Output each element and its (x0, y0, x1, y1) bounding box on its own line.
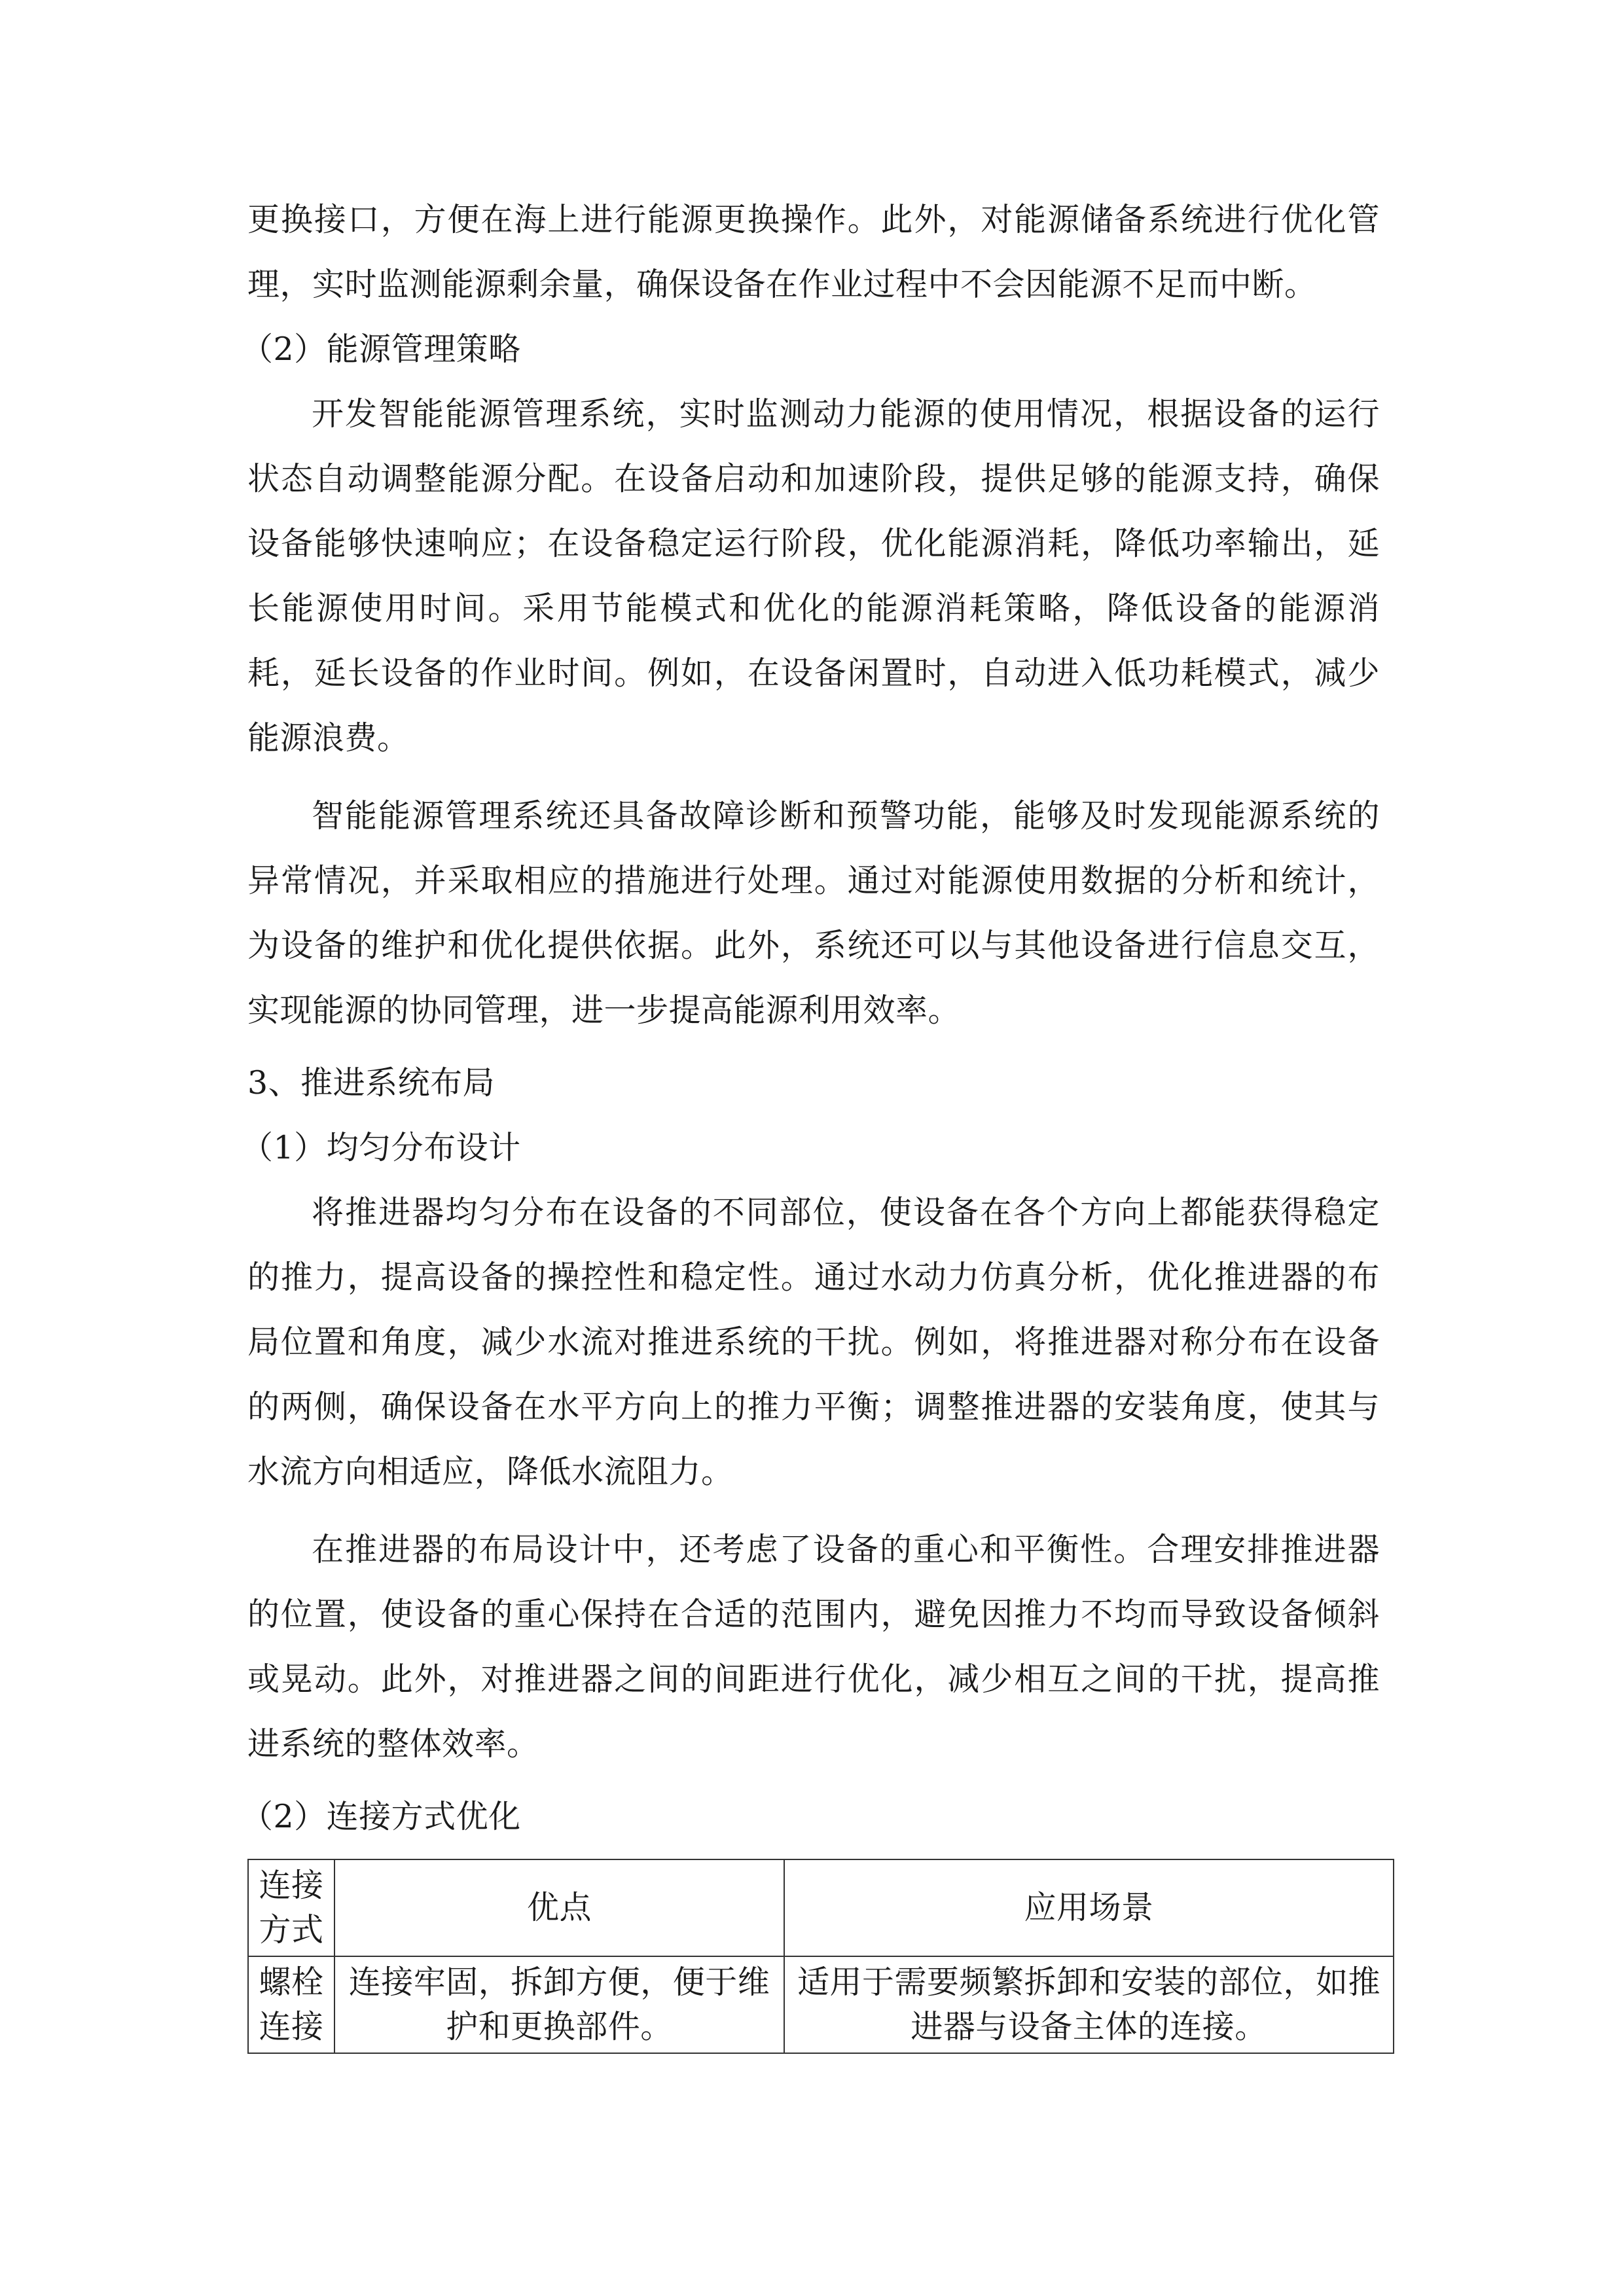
paragraph-fault-diagnosis: 智能能源管理系统还具备故障诊断和预警功能，能够及时发现能源系统的异常情况，并采取相应的措施进行处理。通过对能源使用数据的分析和统计，为设备的维护和优化提供依据。此外，系统还可以与其他设备进行信息交互，实现能源的协同管理，进一步提高能源利用效率。 (247, 797, 1380, 1029)
header-connection-method: 连接方式 (248, 1859, 334, 1956)
header-advantages: 优点 (334, 1859, 784, 1956)
paragraph-thruster-distribution: 将推进器均匀分布在设备的不同部位，使设备在各个方向上都能获得稳定的推力，提高设备的操控性和稳定性。通过水动力仿真分析，优化推进器的布局位置和角度，减少水流对推进系统的干扰。例如，将推进器对称分布在设备的两侧，确保设备在水平方向上的推力平衡；调整推进器的安装角度，使其与水流方向相适应，降低水流阻力。 (247, 1194, 1380, 1490)
heading-uniform-distribution: （1）均匀分布设计 (241, 1129, 521, 1166)
cell-connection-method: 螺栓连接 (248, 1956, 334, 2053)
header-application-scenario: 应用场景 (784, 1859, 1394, 1956)
table-header-row (248, 1859, 1394, 1956)
paragraph-energy-management: 开发智能能源管理系统，实时监测动力能源的使用情况，根据设备的运行状态自动调整能源分配。在设备启动和加速阶段，提供足够的能源支持，确保设备能够快速响应；在设备稳定运行阶段，优化能源消耗，降低功率输出，延长能源使用时间。采用节能模式和优化的能源消耗策略，降低设备的能源消耗，延长设备的作业时间。例如，在设备闲置时，自动进入低功耗模式，减少能源浪费。 (247, 395, 1380, 757)
heading-propulsion-layout: 3、推进系统布局 (247, 1064, 496, 1102)
paragraph-energy-interface: 更换接口，方便在海上进行能源更换操作。此外，对能源储备系统进行优化管理，实时监测能源剩余量，确保设备在作业过程中不会因能源不足而中断。 (247, 201, 1380, 303)
paragraph-center-of-gravity: 在推进器的布局设计中，还考虑了设备的重心和平衡性。合理安排推进器的位置，使设备的重心保持在合适的范围内，避免因推力不均而导致设备倾斜或晃动。此外，对推进器之间的间距进行优化，减少相互之间的干扰，提高推进系统的整体效率。 (247, 1531, 1380, 1763)
connection-methods-table (247, 1859, 1394, 2054)
table-row (248, 1956, 1394, 2053)
document-body (241, 187, 1380, 1849)
heading-connection-optimization: （2）连接方式优化 (241, 1798, 521, 1835)
cell-application-scenario: 适用于需要频繁拆卸和安装的部位，如推进器与设备主体的连接。 (784, 1956, 1394, 2053)
cell-advantages: 连接牢固，拆卸方便，便于维护和更换部件。 (334, 1956, 784, 2053)
heading-energy-strategy: （2）能源管理策略 (241, 331, 521, 368)
